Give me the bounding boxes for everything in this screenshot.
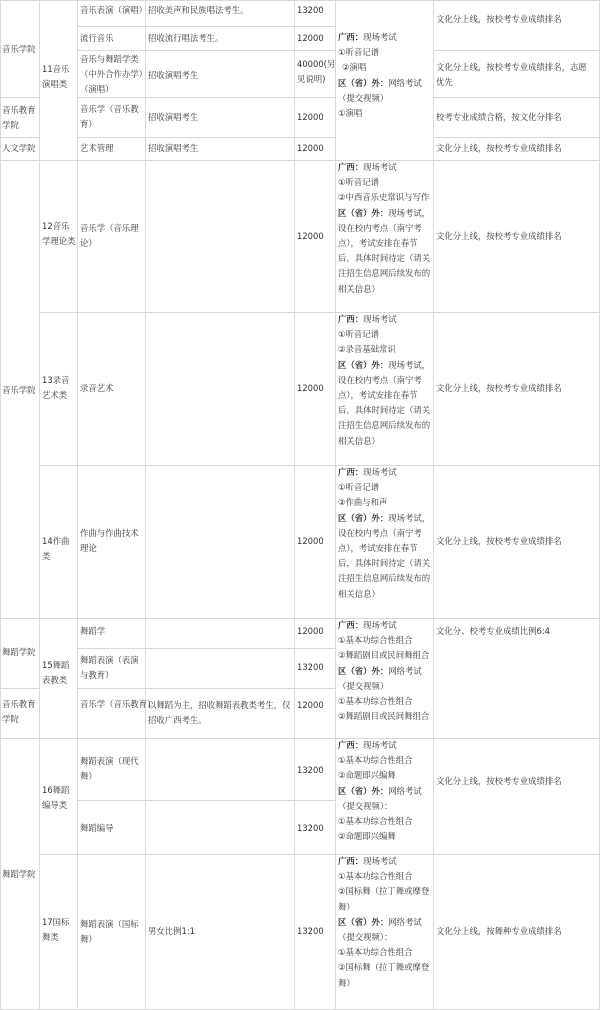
note-text: 招收流行唱法考生。 [148,33,224,43]
exam-cell [336,466,434,619]
college-name: 舞蹈学院 [2,647,36,657]
note-cell [146,649,295,689]
exam-line: ①基本功综合性组合 [338,816,413,827]
exam-cell [336,313,434,466]
admission-rule: 文化分上线，按校考专业成绩排名 [436,383,562,393]
exam-line: ②录音基础常识 [338,344,396,355]
major-cell [78,466,146,619]
exam-line [338,160,432,175]
fee-value: 12000 [297,536,324,546]
exam-mode: 现场考试 [363,467,397,477]
exam-line: ②命题即兴编舞 [338,770,396,781]
exam-line: ①基本功综合性组合 [338,755,413,766]
major-name: 艺术管理 [80,143,114,153]
note-cell [146,689,295,739]
exam-line: 设在校内考点（南宁考 [338,527,422,538]
exam-line: ②国标舞（拉丁舞或摩登 [338,886,430,897]
note-text: 男女比例1:1 [148,926,195,936]
category-cell [40,739,78,855]
note-cell [146,0,295,27]
college-cell [0,98,40,138]
fee-value: 13200 [297,5,324,15]
note-cell [146,855,295,1010]
major-name: 音乐表演（演唱） [80,5,147,15]
college-name: 音乐教育学院 [2,699,36,725]
fee-cell [295,27,336,51]
admission-rule: 文化分上线，按校考专业成绩排名 [436,776,562,786]
major-cell [78,649,146,689]
exam-mode: 网络考试 [388,665,422,676]
admission-rule: 校考专业成绩合格，按文化分排名 [436,112,562,122]
exam-region-label: 广西： [338,467,364,477]
exam-mode: 现场考试， [388,359,431,370]
exam-line [338,618,432,633]
exam-cell [336,0,434,161]
college-cell [0,0,40,98]
fee-cell [295,161,336,313]
exam-line: 点），考试安排在春节 [338,543,418,554]
fee-cell [295,689,336,739]
admission-rule: 优先 [436,77,453,88]
exam-line: 点），考试安排在春节 [338,238,418,249]
fee-value: 13200 [297,662,324,672]
exam-line [338,511,432,526]
exam-region-label: 区（省）外： [338,665,389,676]
category-cell [40,313,78,466]
category-cell [40,855,78,1010]
note-cell [146,51,295,98]
exam-line: ①演唱 [338,108,363,119]
exam-mode: 现场考试 [363,856,397,866]
exam-region-label: 区（省）外： [338,512,389,523]
exam-line [338,30,432,45]
exam-mode: 现场考试 [363,162,397,172]
exam-line [338,854,432,869]
note-cell [146,619,295,649]
admission-cell [434,98,600,138]
exam-line: ②作曲与和声 [338,497,388,508]
category-name: 12音乐学理论类 [42,221,76,247]
note-cell [146,739,295,801]
exam-line: ①听音记谱 [338,47,380,58]
major-name: 舞蹈表演（表演与教育） [80,655,139,681]
fee-cell [295,649,336,689]
exam-region-label: 广西： [338,740,364,750]
note-cell [146,466,295,619]
admission-cell [434,161,600,313]
exam-mode: 现场考试， [388,512,431,523]
major-name: 音乐学（音乐教育） [80,104,139,130]
exam-line: 舞） [338,901,355,912]
exam-region-label: 广西： [338,856,364,866]
major-cell [78,313,146,466]
exam-mode: 现场考试 [363,314,397,324]
major-name: 音乐学（音乐教育） [80,699,156,709]
admission-rule: 文化分上线，按舞种专业成绩排名 [436,926,562,936]
fee-cell [295,138,336,161]
exam-line: 相关信息） [338,283,380,294]
exam-line [338,784,432,799]
fee-value: 13200 [297,765,324,775]
major-cell [78,98,146,138]
exam-mode: 现场考试 [363,740,397,750]
category-name: 15舞蹈表教类 [42,660,70,686]
category-name: 13录音艺术类 [42,375,70,401]
exam-line: ①听音记谱 [338,329,380,340]
exam-mode: 网络考试 [388,77,422,88]
major-cell [78,689,156,739]
exam-line [338,915,432,930]
note-text: 招收演唱考生 [148,143,199,153]
exam-line: 后，具体时间待定（请关 [338,405,431,416]
category-cell [40,619,78,739]
major-cell [78,855,146,1010]
admission-rule: 文化分上线，按校考专业成绩排名 [436,536,562,546]
exam-line: ①基本功综合性组合 [338,696,413,707]
category-cell [40,466,78,619]
note-cell [146,98,295,138]
major-name: 舞蹈编导 [80,823,114,833]
major-name: 音乐学（音乐理论） [80,223,139,249]
admission-cell [434,855,600,1010]
note-text: 招收演唱考生 [148,70,199,80]
note-cell [146,138,295,161]
exam-line: 设在校内考点（南宁考 [338,222,422,233]
exam-region-label: 区（省）外： [338,359,389,370]
exam-line: ①基本功综合性组合 [338,871,413,882]
exam-line: ②国标舞（拉丁舞或摩登 [338,962,430,973]
fee-cell [295,98,336,138]
major-cell [78,27,146,51]
admission-cell [434,313,600,466]
major-name: 舞蹈表演（现代舞） [80,756,139,782]
note-cell [146,27,295,51]
exam-line [338,738,432,753]
admission-rule: 文化分、校考专业成绩比例6:4 [436,626,550,636]
major-name: 音乐与舞蹈学类（中外合作办学）（演唱） [80,54,143,95]
exam-region-label: 广西： [338,314,364,324]
major-name: 录音艺术 [80,383,114,393]
fee-value: 12000 [297,112,324,122]
exam-mode: 网络考试 [388,785,422,796]
admission-cell [434,466,600,619]
college-cell [0,161,40,619]
fee-value: 12000 [297,231,324,241]
college-name: 音乐学院 [2,385,36,395]
exam-line [338,76,432,91]
major-cell [78,161,146,313]
note-text: 招收演唱考生 [148,112,199,122]
major-cell [78,138,146,161]
exam-mode: 现场考试， [388,207,431,218]
college-cell [0,619,40,689]
fee-cell [295,855,336,1010]
major-cell [78,739,146,801]
admission-rule: 文化分上线，按校考专业成绩排名，志愿 [436,62,587,72]
exam-line: 设在校内考点（南宁考 [338,374,422,385]
exam-line: （提交视频） [338,92,389,103]
college-cell [0,739,40,1010]
exam-mode: 网络考试 [388,916,422,927]
college-cell [0,689,40,739]
exam-line: 注招生信息网后续发布的 [338,573,431,584]
exam-line: ②舞蹈剧目或民间舞组合 [338,711,430,722]
fee-value: 12000 [297,143,324,153]
exam-line [338,358,432,373]
fee-value: 40000(另见说明) [297,59,336,85]
exam-region-label: 区（省）外： [338,207,389,218]
exam-line: ①基本功综合性组合 [338,947,413,958]
exam-line [338,664,432,679]
exam-cell [336,161,434,313]
major-name: 舞蹈学 [80,626,106,636]
exam-line [338,206,432,221]
exam-region-label: 区（省）外： [338,916,389,927]
college-name: 舞蹈学院 [2,869,36,879]
fee-value: 12000 [297,383,324,393]
fee-value: 12000 [297,626,324,636]
major-cell [78,0,146,27]
exam-line: 舞） [338,977,355,988]
note-cell [146,313,295,466]
category-cell [40,161,78,313]
category-name: 14作曲类 [42,536,70,562]
exam-region-label: 广西： [338,162,364,172]
note-text: 招收美声和民族唱法考生。 [148,5,249,15]
admission-cell [434,51,600,98]
admission-cell [434,0,600,51]
category-name: 16舞蹈编导类 [42,785,70,811]
fee-cell [295,0,336,27]
exam-region-label: 区（省）外： [338,785,389,796]
exam-line: ②命题即兴编舞 [338,831,396,842]
exam-line: 相关信息） [338,588,380,599]
exam-line: 后，具体时间待定（请关 [338,558,431,569]
admission-rule: 文化分上线，按校考专业成绩排名 [436,14,562,24]
major-cell [78,51,146,98]
category-name: 11音乐演唱类 [42,64,70,90]
college-cell [0,138,40,161]
exam-line: （提交视频）： [338,800,393,811]
exam-region-label: 广西： [338,620,364,630]
admission-cell [434,739,600,855]
exam-mode: 现场考试 [363,32,397,42]
category-name: 17国标舞类 [42,917,70,943]
major-cell [78,801,146,855]
fee-cell [295,466,336,619]
exam-mode: 现场考试 [363,620,397,630]
category-cell [40,0,78,161]
admission-cell [434,138,600,161]
exam-line: 相关信息） [338,435,380,446]
exam-line [338,465,432,480]
fee-cell [295,801,336,855]
admission-cell [434,619,600,739]
fee-cell [295,619,336,649]
note-cell [146,161,295,313]
exam-line: （提交视频） [338,680,389,691]
exam-line: （提交视频）： [338,932,393,943]
exam-cell [336,739,434,855]
exam-line: ①基本功综合性组合 [338,635,413,646]
exam-line: ②中西音乐史常识与写作 [338,192,430,203]
exam-line: ②舞蹈剧目或民间舞组合 [338,650,430,661]
fee-cell [295,739,336,801]
note-cell [146,801,295,855]
college-name: 人文学院 [2,143,36,153]
exam-line: 后，具体时间待定（请关 [338,253,431,264]
exam-region-label: 区（省）外： [338,77,389,88]
exam-region-label: 广西： [338,32,364,42]
major-name: 舞蹈表演（国标舞） [80,919,139,945]
exam-line: 注招生信息网后续发布的 [338,268,431,279]
exam-line: ①听音记谱 [338,482,380,493]
admission-rule: 文化分上线，按校考专业成绩排名 [436,231,562,241]
exam-line: ①听音记谱 [338,177,380,188]
exam-cell [336,619,434,739]
exam-line [338,312,432,327]
note-text: 以舞蹈为主，招收舞蹈表教类考生，仅招收广西考生。 [148,700,291,726]
college-name: 音乐教育学院 [2,105,36,131]
exam-line: ②演唱 [342,62,367,73]
fee-cell [295,51,336,98]
fee-value: 12000 [297,700,324,710]
college-name: 音乐学院 [2,44,36,54]
exam-cell [336,855,434,1010]
exam-line: 注招生信息网后续发布的 [338,420,431,431]
fee-value: 12000 [297,33,324,43]
major-cell [78,619,146,649]
exam-line: 点），考试安排在春节 [338,390,418,401]
admission-rule: 文化分上线，按校考专业成绩排名 [436,143,562,153]
major-name: 流行音乐 [80,33,114,43]
fee-value: 13200 [297,823,324,833]
fee-cell [295,313,336,466]
fee-value: 13200 [297,926,324,936]
major-name: 作曲与作曲技术理论 [80,528,139,554]
